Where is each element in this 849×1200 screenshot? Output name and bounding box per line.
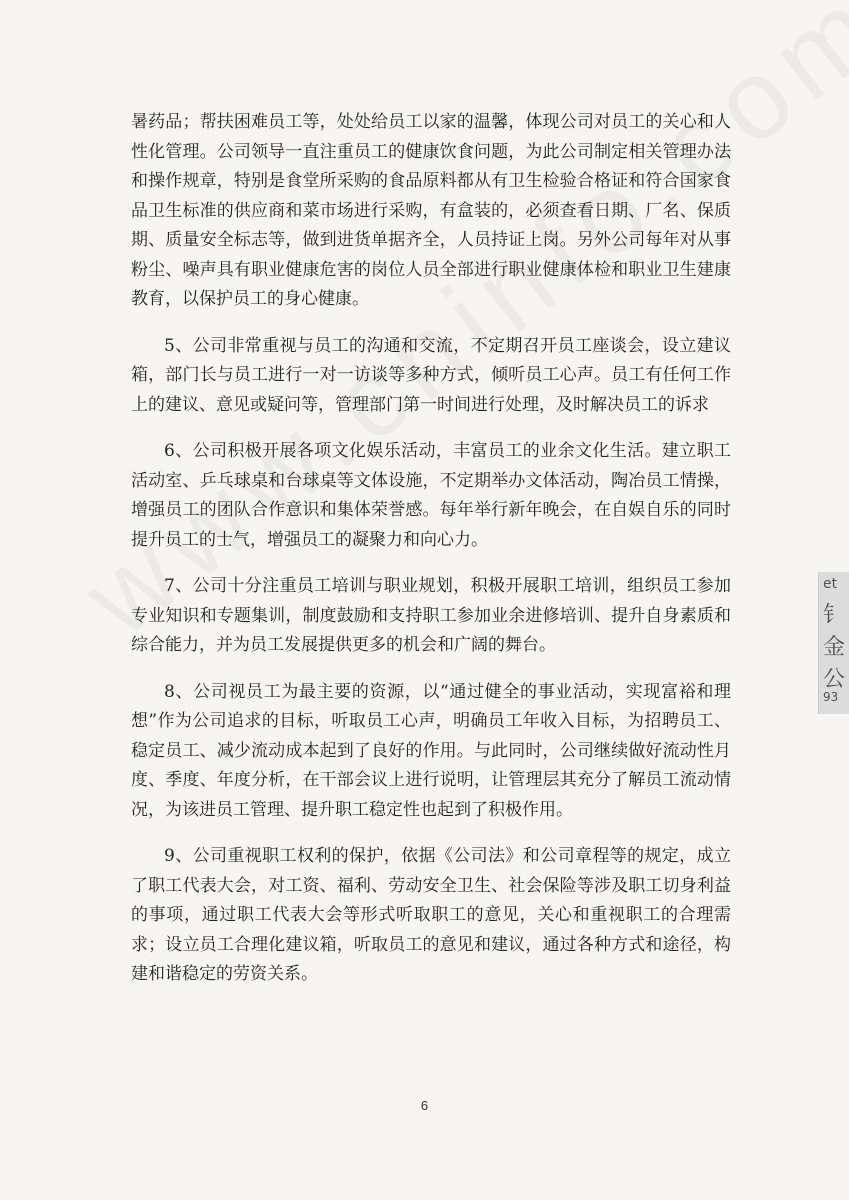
side-stamp-text: 钅 bbox=[823, 603, 846, 628]
paragraph-continuation: 暑药品；帮扶困难员工等，处处给员工以家的温馨，体现公司对员工的关心和人性化管理。公司领导一直注重员工的健康饮食问题，为此公司制定相关管理办法和操作规章，特别是食堂所采购的食品原料都从有卫生检验合格证和符合国家食品卫生标准的供应商和菜市场进行采购，有盒装的，必须查看日期、厂名、保质期、质量安全标志等，做到进货单据齐全，人员持证上岗。另外公司每年对从事粉尘、噪声具有职业健康危害的岗位人员全部进行职业健康体检和职业卫生建康教育，以保护员工的身心健康。 bbox=[131, 112, 731, 309]
paragraph-item-7: 7、公司十分注重员工培训与职业规划，积极开展职工培训，组织员工参加专业知识和专题集训，制度鼓励和支持职工参加业余进修培训、提升自身素质和综合能力，并为员工发展提供更多的机会和广阔的舞台。 bbox=[131, 576, 731, 655]
side-stamp-text: 公 bbox=[823, 667, 846, 692]
side-stamp-text: et bbox=[823, 576, 838, 592]
page-number: 6 bbox=[420, 1098, 429, 1113]
paragraph-item-6: 6、公司积极开展各项文化娱乐活动，丰富员工的业余文化生活。建立职工活动室、乒乓球桌和台球桌等文体设施，不定期举办文体活动，陶冶员工情操，增强员工的团队合作意识和集体荣誉感。每年举行新年晚会，在自娱自乐的同时提升员工的士气，增强员工的凝聚力和向心力。 bbox=[131, 441, 731, 550]
side-stamp-fragment bbox=[818, 572, 849, 714]
paragraph-item-9: 9、公司重视职工权利的保护，依据《公司法》和公司章程等的规定，成立了职工代表大会，对工资、福利、劳动安全卫生、社会保险等涉及职工切身利益的事项，通过职工代表大会等形式听取职工的意见，关心和重视职工的合理需求；设立员工合理化建议箱，听取员工的意见和建议，通过各种方式和途径，构建和谐稳定的劳资关系。 bbox=[131, 846, 731, 984]
side-stamp-text: 93 bbox=[823, 690, 839, 704]
paragraph-item-8: 8、公司视员工为最主要的资源，以“通过健全的事业活动，实现富裕和理想”作为公司追求的目标，听取员工心声，明确员工年收入目标，为招聘员工、稳定员工、减少流动成本起到了良好的作用。与此同时，公司继续做好流动性月度、季度、年度分析，在干部会议上进行说明，让管理层其充分了解员工流动情况，为该进员工管理、提升职工稳定性也起到了积极作用。 bbox=[131, 681, 731, 820]
side-stamp-text: 金 bbox=[823, 635, 846, 660]
document-body bbox=[131, 108, 731, 990]
paragraph-item-5: 5、公司非常重视与员工的沟通和交流，不定期召开员工座谈会，设立建议箱，部门长与员工进行一对一访谈等多种方式，倾听员工心声。员工有任何工作上的建议、意见或疑问等，管理部门第一时间进行处理，及时解决员工的诉求 bbox=[131, 335, 731, 415]
